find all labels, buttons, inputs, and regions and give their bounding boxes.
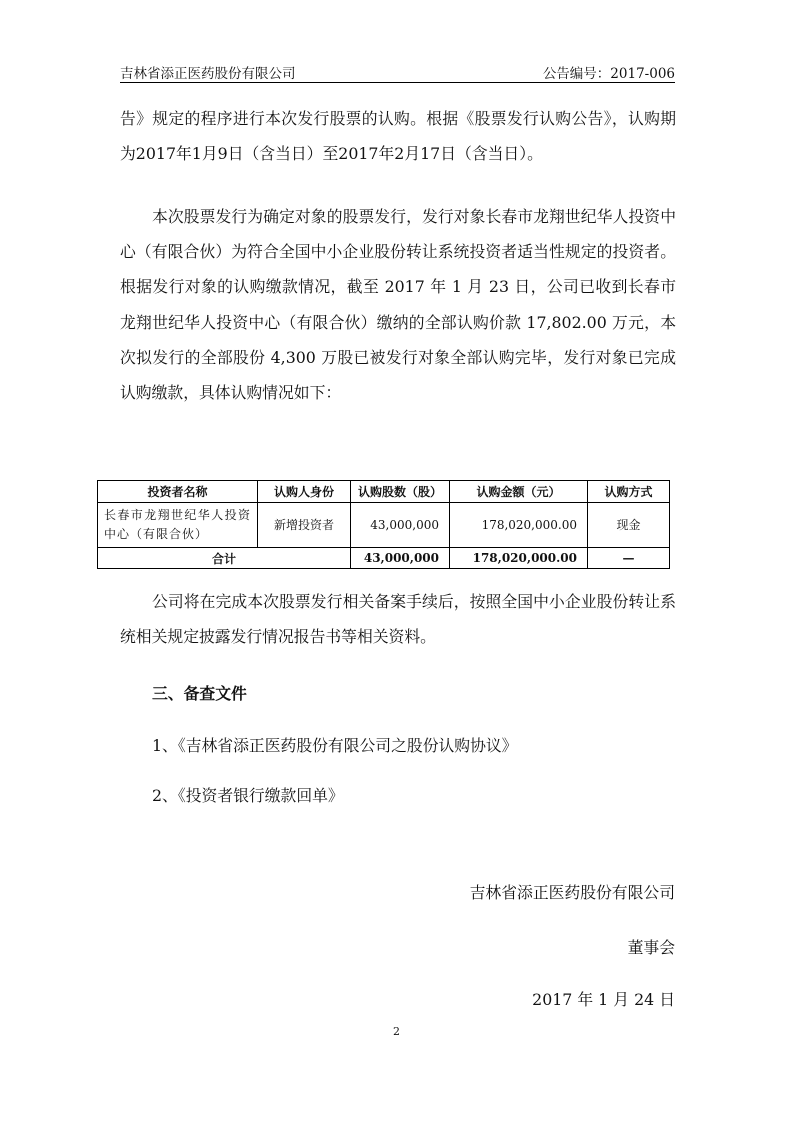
page-number: 2 bbox=[393, 1025, 400, 1038]
cell-total-label: 合计 bbox=[98, 548, 351, 569]
cell-total-amount: 178,020,000.00 bbox=[450, 548, 588, 569]
reference-item-2: 2、《投资者银行缴款回单》 bbox=[152, 786, 344, 805]
header-notice-number: 公告编号：2017-006 bbox=[542, 66, 675, 82]
cell-identity: 新增投资者 bbox=[258, 503, 351, 548]
cell-total-shares: 43,000,000 bbox=[351, 548, 450, 569]
section-heading-reference-documents: 三、备查文件 bbox=[152, 684, 247, 703]
th-investor-name: 投资者名称 bbox=[98, 481, 258, 503]
header-company-name: 吉林省添正医药股份有限公司 bbox=[120, 66, 296, 82]
table-header-row bbox=[98, 481, 670, 503]
cell-shares: 43,000,000 bbox=[351, 503, 450, 548]
page-header bbox=[120, 60, 675, 82]
th-amount: 认购金额（元） bbox=[450, 481, 588, 503]
subscription-table bbox=[97, 480, 670, 569]
cell-total-method: — bbox=[588, 548, 670, 569]
signature-board: 董事会 bbox=[627, 938, 675, 957]
header-rule bbox=[120, 82, 675, 83]
signature-date: 2017 年 1 月 24 日 bbox=[532, 990, 675, 1009]
table-total-row bbox=[98, 548, 670, 569]
paragraph-filing-disclosure: 公司将在完成本次股票发行相关备案手续后，按照全国中小企业股份转让系统相关规定披露发行情况报告书等相关资料。 bbox=[120, 592, 676, 647]
th-shares: 认购股数（股） bbox=[351, 481, 450, 503]
paragraph-subscription-details: 本次股票发行为确定对象的股票发行，发行对象长春市龙翔世纪华人投资中心（有限合伙）为符合全国中小企业股份转让系统投资者适当性规定的投资者。根据发行对象的认购缴款情况，截至 2017 年 1 月 23 日，公司已收到长春市龙翔世纪华人投资中心（有限合伙）缴纳的全部认购价款 17,802.00 万元，本次拟发行的全部股份 4,300 万股已被发行对象全部认购完毕，发行对象已完成认购缴款，具体认购情况如下： bbox=[120, 207, 676, 403]
th-identity: 认购人身份 bbox=[258, 481, 351, 503]
paragraph-subscription-period: 告》规定的程序进行本次发行股票的认购。根据《股票发行认购公告》，认购期为2017年1月9日（含当日）至2017年2月17日（含当日）。 bbox=[120, 109, 676, 164]
table-row bbox=[98, 503, 670, 548]
subscription-table-wrapper bbox=[97, 480, 669, 569]
cell-amount: 178,020,000.00 bbox=[450, 503, 588, 548]
cell-investor-name: 长春市龙翔世纪华人投资中心（有限合伙） bbox=[98, 503, 258, 548]
signature-company: 吉林省添正医药股份有限公司 bbox=[469, 883, 675, 902]
reference-item-1: 1、《吉林省添正医药股份有限公司之股份认购协议》 bbox=[152, 736, 518, 755]
cell-method: 现金 bbox=[588, 503, 670, 548]
th-method: 认购方式 bbox=[588, 481, 670, 503]
